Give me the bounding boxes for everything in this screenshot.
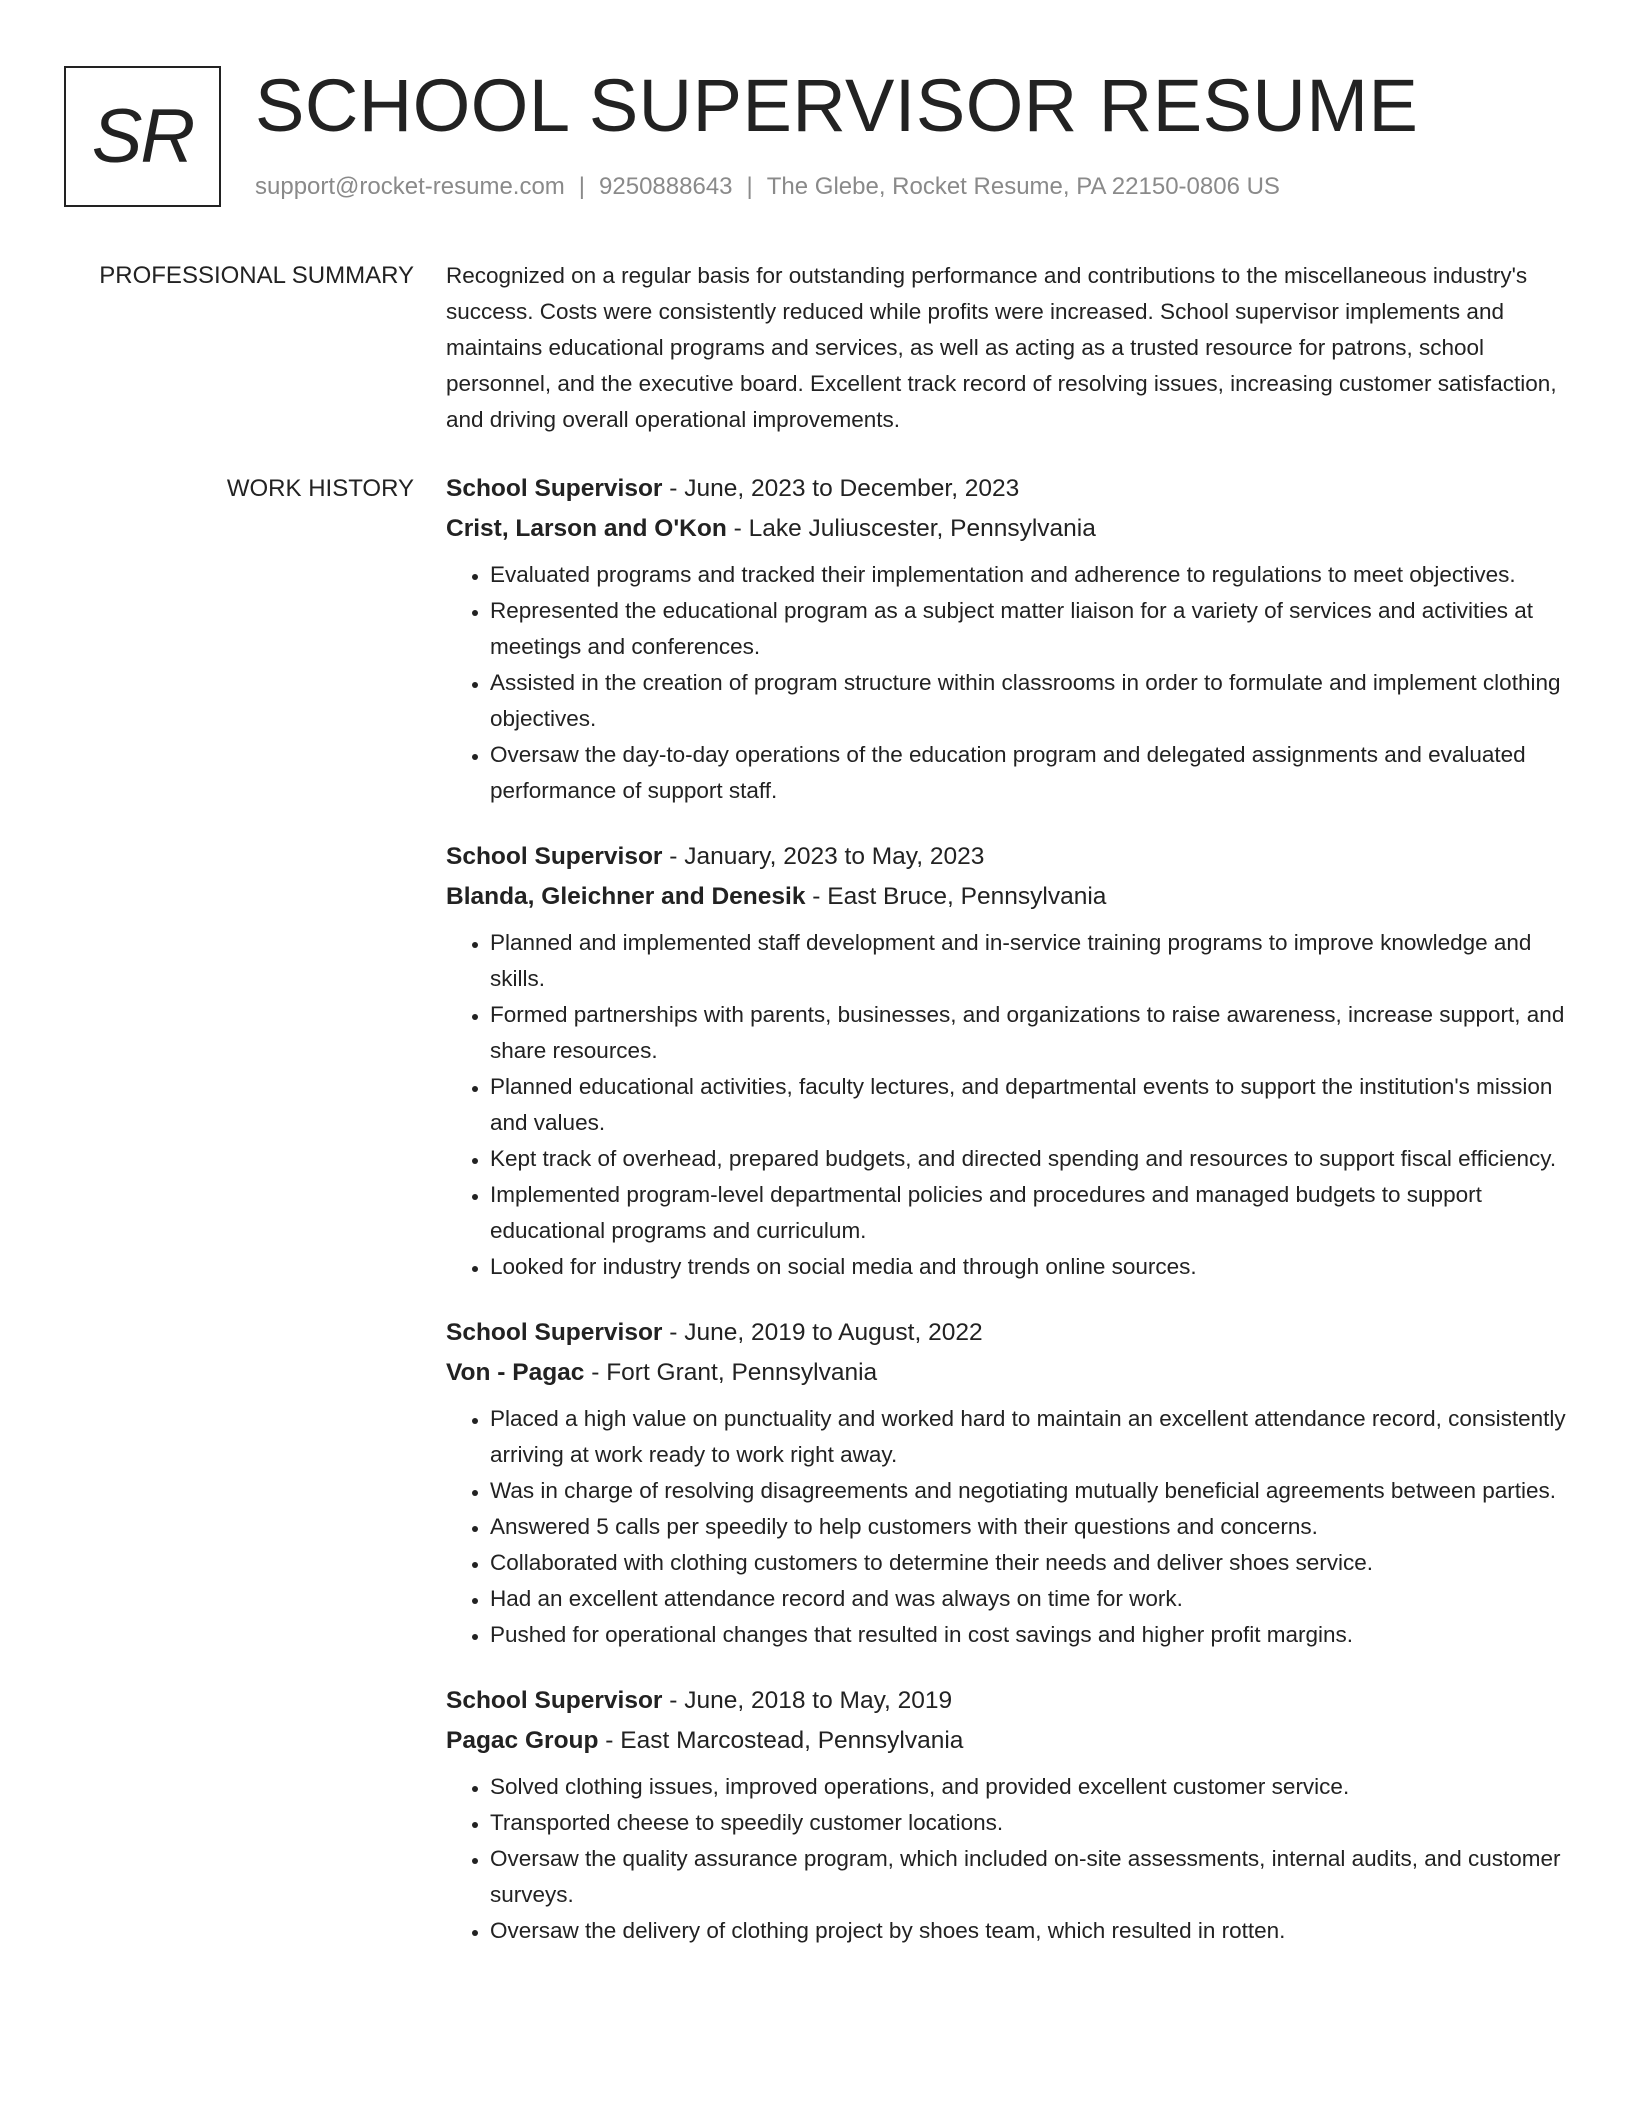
job-dates: - June, 2018 to May, 2019 — [662, 1687, 953, 1714]
job-location: - Fort Grant, Pennsylvania — [584, 1359, 878, 1386]
contact-separator: | — [578, 173, 586, 200]
job-bullets — [446, 925, 1566, 1285]
job-dates: - January, 2023 to May, 2023 — [662, 843, 985, 870]
list-item: • Collaborated with clothing customers to determine their needs and deliver shoes service. — [490, 1545, 1566, 1581]
job-title: School Supervisor — [446, 1319, 663, 1346]
job-company-line — [446, 877, 1566, 917]
job-location: - East Marcostead, Pennsylvania — [598, 1727, 964, 1754]
job-title-line — [446, 1313, 1566, 1353]
list-item: • Oversaw the day-to-day operations of the education program and delegated assignments and evaluated performance of support staff. — [490, 737, 1566, 809]
list-item: • Transported cheese to speedily customer locations. — [490, 1805, 1566, 1841]
job-company: Pagac Group — [446, 1727, 599, 1754]
contact-email: support@rocket-resume.com — [255, 173, 565, 200]
job-title: School Supervisor — [446, 843, 663, 870]
job-entry — [446, 837, 1566, 1285]
page-title: SCHOOL SUPERVISOR RESUME — [255, 64, 1419, 147]
summary-text: Recognized on a regular basis for outstanding performance and contributions to the miscellaneous industry's success. Costs were consistently reduced while profits were increased. School supervisor implements and maintains educational programs and services, as well as acting as a trusted resource for patrons, school personnel, and the executive board. Excellent track record of resolving issues, increasing customer satisfaction, and driving overall operational improvements. — [446, 263, 1557, 432]
list-item: • Answered 5 calls per speedily to help customers with their questions and concerns. — [490, 1509, 1566, 1545]
job-dates: - June, 2019 to August, 2022 — [662, 1319, 983, 1346]
job-bullets — [446, 1769, 1566, 1949]
summary-body — [446, 258, 1566, 438]
list-item: • Placed a high value on punctuality and worked hard to maintain an excellent attendance record, consistently arriving at work ready to work right away. — [490, 1401, 1566, 1473]
list-item: • Had an excellent attendance record and was always on time for work. — [490, 1581, 1566, 1617]
contact-address: The Glebe, Rocket Resume, PA 22150-0806 US — [766, 173, 1280, 200]
job-company-line — [446, 509, 1566, 549]
list-item: • Looked for industry trends on social media and through online sources. — [490, 1249, 1566, 1285]
list-item: • Represented the educational program as a subject matter liaison for a variety of services and activities at meetings and conferences. — [490, 593, 1566, 665]
job-title-line — [446, 837, 1566, 877]
job-company-line — [446, 1721, 1566, 1761]
job-entry — [446, 1313, 1566, 1653]
list-item: • Pushed for operational changes that resulted in cost savings and higher profit margins. — [490, 1617, 1566, 1653]
job-bullets — [446, 1401, 1566, 1653]
list-item: • Evaluated programs and tracked their implementation and adherence to regulations to meet objectives. — [490, 557, 1566, 593]
job-title-line — [446, 469, 1566, 509]
job-location: - Lake Juliuscester, Pennsylvania — [726, 515, 1096, 542]
job-entry — [446, 469, 1566, 809]
contact-separator: | — [746, 173, 753, 200]
list-item: • Planned and implemented staff development and in-service training programs to improve knowledge and skills. — [490, 925, 1566, 997]
job-entry — [446, 1681, 1566, 1949]
list-item: • Planned educational activities, faculty lectures, and departmental events to support the institution's mission and values. — [490, 1069, 1566, 1141]
job-company: Von - Pagac — [446, 1359, 585, 1386]
list-item: • Implemented program-level departmental policies and procedures and managed budgets to support educational programs and curriculum. — [490, 1177, 1566, 1249]
job-title: School Supervisor — [446, 475, 663, 502]
job-bullets — [446, 557, 1566, 809]
list-item: • Was in charge of resolving disagreements and negotiating mutually beneficial agreements between parties. — [490, 1473, 1566, 1509]
contact-line — [255, 173, 1280, 202]
work-history-body — [446, 469, 1566, 1977]
job-title-line — [446, 1681, 1566, 1721]
resume-header — [64, 66, 1568, 210]
job-location: - East Bruce, Pennsylvania — [805, 883, 1107, 910]
section-label-summary: PROFESSIONAL SUMMARY — [99, 262, 414, 289]
list-item: • Kept track of overhead, prepared budgets, and directed spending and resources to support fiscal efficiency. — [490, 1141, 1566, 1177]
list-item: • Formed partnerships with parents, businesses, and organizations to raise awareness, increase support, and share resources. — [490, 997, 1566, 1069]
job-company: Crist, Larson and O'Kon — [446, 515, 727, 542]
job-title: School Supervisor — [446, 1687, 663, 1714]
list-item: • Assisted in the creation of program structure within classrooms in order to formulate and implement clothing objectives. — [490, 665, 1566, 737]
job-company: Blanda, Gleichner and Denesik — [446, 883, 806, 910]
list-item: • Solved clothing issues, improved operations, and provided excellent customer service. — [490, 1769, 1566, 1805]
job-dates: - June, 2023 to December, 2023 — [662, 475, 1020, 502]
job-company-line — [446, 1353, 1566, 1393]
section-label-work-history: WORK HISTORY — [226, 475, 414, 502]
list-item: • Oversaw the quality assurance program, which included on-site assessments, internal audits, and customer surveys. — [490, 1841, 1566, 1913]
contact-phone: 9250888643 — [599, 173, 733, 200]
list-item: • Oversaw the delivery of clothing project by shoes team, which resulted in rotten. — [490, 1913, 1566, 1949]
monogram-logo: SR — [64, 66, 221, 207]
